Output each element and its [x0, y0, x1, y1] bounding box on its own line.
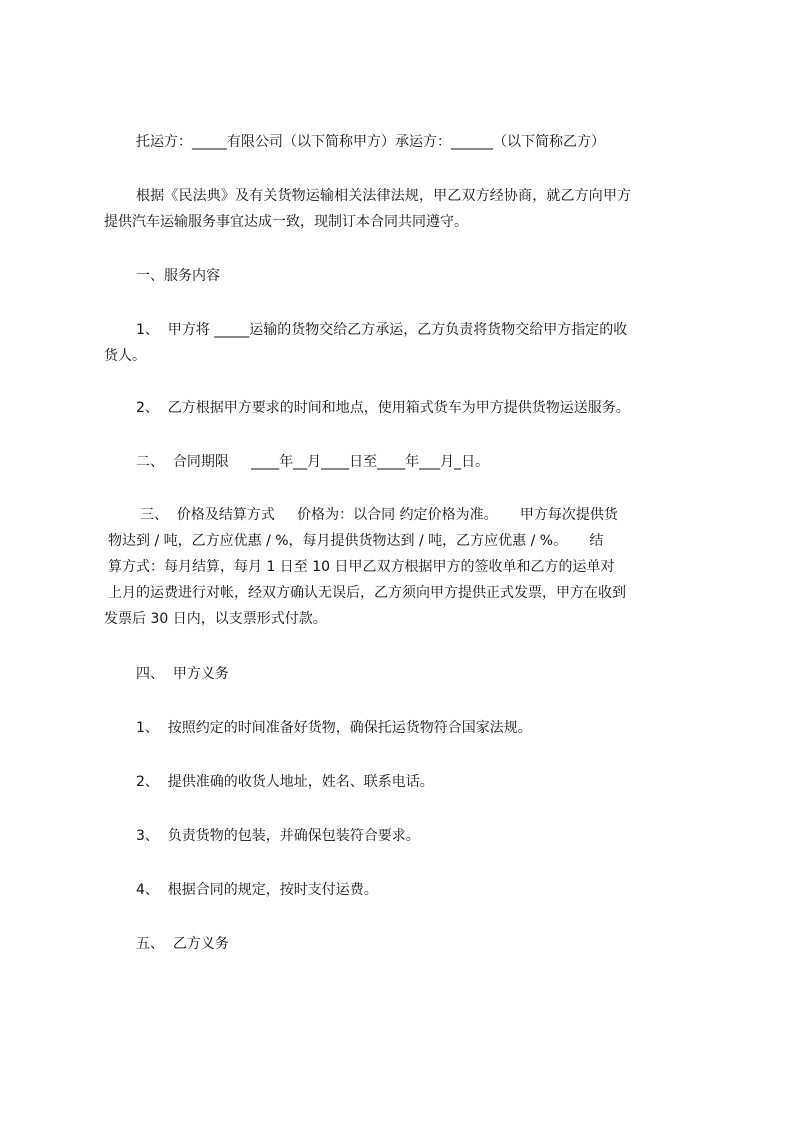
section-5-heading: 五、 乙方义务	[136, 936, 229, 952]
section-1-item-2: 2、 乙方根据甲方要求的时间和地点，使用箱式货车为甲方提供货物运送服务。	[136, 400, 630, 416]
preamble-line-1: 根据《民法典》及有关货物运输相关法律法规，甲乙双方经协商，就乙方向甲方	[136, 188, 632, 204]
section-3-line-1: 三、 价格及结算方式 价格为：以合同 约定价格为准。 甲方每次提供货	[140, 507, 618, 523]
section-4-item-2: 2、 提供准确的收货人地址，姓名、联系电话。	[136, 774, 434, 790]
section-3-line-3: 算方式：每月结算，每月 1 日至 10 日甲乙双方根据甲方的签收单和乙方的运单对	[108, 559, 615, 575]
section-4-item-1: 1、 按照约定的时间准备好货物，确保托运货物符合国家法规。	[136, 720, 532, 736]
section-1-item-1-line-2: 货人。	[104, 348, 146, 364]
parties-line: 托运方：_____有限公司（以下简称甲方）承运方：______（以下简称乙方）	[136, 134, 605, 150]
section-2-term: 二、 合同期限 ____年__月____日至____年___月_日。	[136, 454, 490, 470]
section-4-item-4: 4、 根据合同的规定，按时支付运费。	[136, 882, 378, 898]
section-1-item-1-line-1: 1、 甲方将 _____运输的货物交给乙方承运，乙方负责将货物交给甲方指定的收	[136, 322, 628, 338]
section-3-line-5: 发票后 30 日内，以支票形式付款。	[104, 611, 327, 627]
section-1-heading: 一、服务内容	[136, 268, 220, 284]
preamble-line-2: 提供汽车运输服务事宜达成一致，现制订本合同共同遵守。	[104, 214, 468, 230]
section-4-heading: 四、 甲方义务	[136, 666, 229, 682]
section-3-line-2: 物达到 / 吨，乙方应优惠 / %，每月提供货物达到 / 吨，乙方应优惠 / %。 结	[108, 533, 604, 549]
section-3-line-4: 上月的运费进行对帐，经双方确认无误后，乙方须向甲方提供正式发票，甲方在收到	[108, 585, 626, 601]
section-4-item-3: 3、 负责货物的包装，并确保包装符合要求。	[136, 828, 420, 844]
